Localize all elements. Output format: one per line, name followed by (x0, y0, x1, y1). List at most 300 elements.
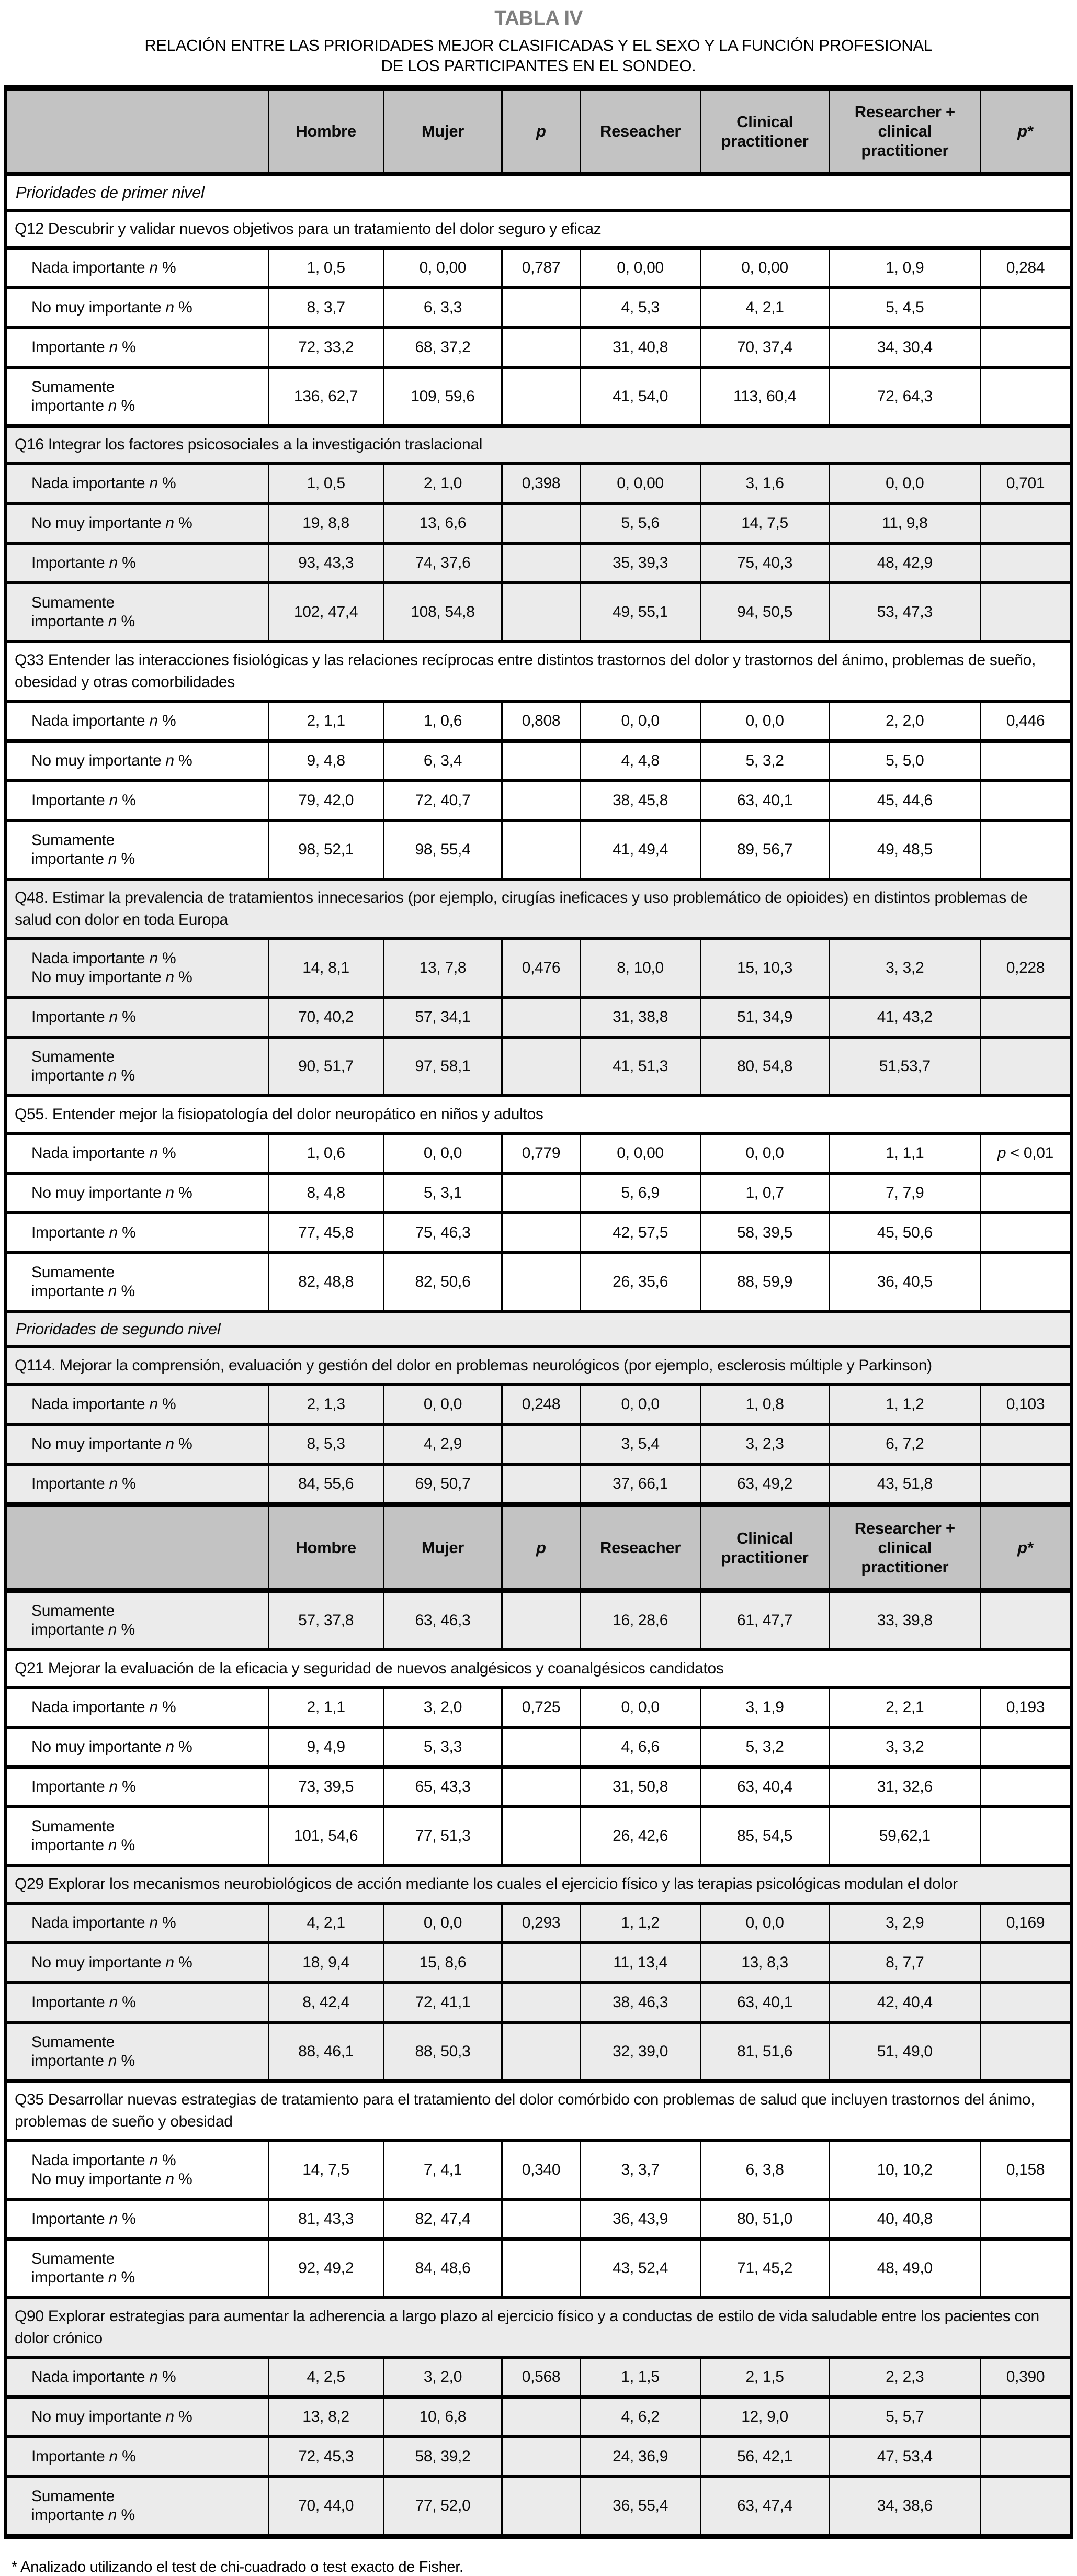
data-cell: 1, 0,5 (268, 464, 383, 503)
row-label: No muy importante n % (6, 2397, 268, 2437)
data-cell: 38, 45,8 (580, 781, 700, 820)
row-label: Importante n % (6, 2199, 268, 2239)
data-cell: 31, 38,8 (580, 997, 700, 1037)
data-cell: 4, 2,9 (383, 1424, 502, 1464)
row-label: Nada importante n % (6, 1688, 268, 1727)
data-cell: 31, 50,8 (580, 1767, 700, 1807)
row-label: Sumamente importante n % (6, 1253, 268, 1311)
data-cell: 38, 46,3 (580, 1983, 700, 2022)
data-cell: 70, 37,4 (700, 328, 829, 367)
data-cell: 63, 49,2 (700, 1464, 829, 1505)
table-row (6, 1173, 1071, 1213)
data-cell (502, 741, 580, 781)
data-cell: 89, 56,7 (700, 820, 829, 879)
data-cell: 0,340 (502, 2141, 580, 2199)
data-cell: 13, 7,8 (383, 939, 502, 997)
data-cell: 26, 35,6 (580, 1253, 700, 1311)
row-label: Importante n % (6, 1983, 268, 2022)
data-cell: 13, 6,6 (383, 503, 502, 543)
data-cell: 0, 0,0 (829, 464, 980, 503)
section-label: Prioridades de segundo nivel (6, 1311, 1071, 1347)
row-label: Sumamente importante n % (6, 367, 268, 426)
column-header: p (502, 1505, 580, 1591)
data-cell (981, 1464, 1072, 1505)
data-cell: 34, 30,4 (829, 328, 980, 367)
data-cell: 0,193 (981, 1688, 1072, 1727)
data-cell: 63, 40,4 (700, 1767, 829, 1807)
data-cell: 51,53,7 (829, 1037, 980, 1096)
data-cell: 57, 37,8 (268, 1591, 383, 1650)
data-cell: 1, 0,6 (383, 701, 502, 741)
data-cell: 6, 3,4 (383, 741, 502, 781)
row-label: Nada importante n % No muy importante n % (6, 939, 268, 997)
data-cell: 3, 2,0 (383, 2357, 502, 2397)
data-cell: 42, 40,4 (829, 1983, 980, 2022)
table-row (6, 2397, 1071, 2437)
data-cell: 1, 1,2 (580, 1903, 700, 1943)
data-cell: 81, 51,6 (700, 2022, 829, 2081)
question-row (6, 2081, 1071, 2141)
data-cell: 19, 8,8 (268, 503, 383, 543)
data-cell: 72, 64,3 (829, 367, 980, 426)
column-header: Reseacher (580, 88, 700, 174)
data-cell: 3, 2,9 (829, 1903, 980, 1943)
data-cell: 0, 0,0 (580, 1688, 700, 1727)
data-cell: 0,293 (502, 1903, 580, 1943)
data-cell: 4, 2,5 (268, 2357, 383, 2397)
data-cell: 88, 50,3 (383, 2022, 502, 2081)
data-cell: 10, 6,8 (383, 2397, 502, 2437)
data-cell: 45, 44,6 (829, 781, 980, 820)
data-cell: 33, 39,8 (829, 1591, 980, 1650)
footnote: * Analizado utilizando el test de chi-cuadrado o test exacto de Fisher. (12, 2559, 463, 2575)
question-row (6, 2298, 1071, 2357)
data-cell: 1, 0,9 (829, 248, 980, 288)
table-row (6, 543, 1071, 583)
table-row (6, 2357, 1071, 2397)
data-cell (981, 1943, 1072, 1983)
data-cell: 11, 9,8 (829, 503, 980, 543)
data-cell: 63, 40,1 (700, 1983, 829, 2022)
data-cell: 34, 38,6 (829, 2477, 980, 2536)
data-cell (981, 328, 1072, 367)
table-row (6, 741, 1071, 781)
data-cell: 5, 3,2 (700, 741, 829, 781)
section-label: Prioridades de primer nivel (6, 174, 1071, 211)
data-cell (981, 2477, 1072, 2536)
data-cell (981, 997, 1072, 1037)
data-cell (981, 2199, 1072, 2239)
row-label: No muy importante n % (6, 1173, 268, 1213)
table-row (6, 2239, 1071, 2298)
data-cell (981, 781, 1072, 820)
data-cell (981, 1591, 1072, 1650)
data-cell: 9, 4,9 (268, 1727, 383, 1767)
data-cell: 4, 6,6 (580, 1727, 700, 1767)
data-cell: 75, 46,3 (383, 1213, 502, 1253)
data-cell (981, 503, 1072, 543)
data-cell (502, 1173, 580, 1213)
data-cell: 56, 42,1 (700, 2437, 829, 2477)
row-label: Sumamente importante n % (6, 2022, 268, 2081)
data-cell (981, 1983, 1072, 2022)
data-cell: 80, 54,8 (700, 1037, 829, 1096)
data-cell: 0, 0,0 (580, 701, 700, 741)
data-cell: 15, 10,3 (700, 939, 829, 997)
data-cell: 109, 59,6 (383, 367, 502, 426)
data-cell: 2, 2,3 (829, 2357, 980, 2397)
data-cell: 5, 5,6 (580, 503, 700, 543)
tabla-iv (4, 85, 1073, 2539)
data-cell: 3, 2,0 (383, 1688, 502, 1727)
data-cell: 1, 0,8 (700, 1385, 829, 1424)
data-cell: 45, 50,6 (829, 1213, 980, 1253)
column-header: Clinical practitioner (700, 1505, 829, 1591)
data-cell: 72, 45,3 (268, 2437, 383, 2477)
row-label: Importante n % (6, 1213, 268, 1253)
data-cell: 75, 40,3 (700, 543, 829, 583)
column-header: p (502, 88, 580, 174)
data-cell: 13, 8,2 (268, 2397, 383, 2437)
column-header: p* (981, 88, 1072, 174)
table-row (6, 248, 1071, 288)
data-cell (981, 1253, 1072, 1311)
data-cell: 41, 54,0 (580, 367, 700, 426)
data-cell: 71, 45,2 (700, 2239, 829, 2298)
data-cell: 0,158 (981, 2141, 1072, 2199)
row-label: Sumamente importante n % (6, 583, 268, 642)
data-cell (502, 1037, 580, 1096)
data-cell: 108, 54,8 (383, 583, 502, 642)
data-cell (502, 997, 580, 1037)
data-cell: 81, 43,3 (268, 2199, 383, 2239)
data-cell (502, 2477, 580, 2536)
data-cell: 32, 39,0 (580, 2022, 700, 2081)
data-cell: 0,248 (502, 1385, 580, 1424)
data-cell: 72, 41,1 (383, 1983, 502, 2022)
data-cell (502, 1807, 580, 1865)
data-cell (981, 367, 1072, 426)
data-cell (981, 583, 1072, 642)
data-cell: 14, 8,1 (268, 939, 383, 997)
table-row (6, 464, 1071, 503)
data-cell: 14, 7,5 (268, 2141, 383, 2199)
data-cell (502, 1943, 580, 1983)
data-cell (502, 781, 580, 820)
data-cell: 85, 54,5 (700, 1807, 829, 1865)
table-row (6, 288, 1071, 328)
data-cell: 10, 10,2 (829, 2141, 980, 2199)
row-label: Importante n % (6, 997, 268, 1037)
data-cell (502, 2239, 580, 2298)
data-cell: 36, 55,4 (580, 2477, 700, 2536)
data-cell: 7, 4,1 (383, 2141, 502, 2199)
data-cell: 43, 51,8 (829, 1464, 980, 1505)
data-cell: 8, 3,7 (268, 288, 383, 328)
table-row (6, 1767, 1071, 1807)
data-cell: 98, 55,4 (383, 820, 502, 879)
table-row (6, 1943, 1071, 1983)
data-cell: 0,701 (981, 464, 1072, 503)
data-cell: 94, 50,5 (700, 583, 829, 642)
data-cell: 6, 3,8 (700, 2141, 829, 2199)
data-cell (502, 543, 580, 583)
data-cell: 4, 2,1 (268, 1903, 383, 1943)
row-label: Importante n % (6, 1464, 268, 1505)
data-cell: 5, 3,3 (383, 1727, 502, 1767)
data-cell: 101, 54,6 (268, 1807, 383, 1865)
table-row (6, 2141, 1071, 2199)
data-cell: 136, 62,7 (268, 367, 383, 426)
table-row (6, 367, 1071, 426)
data-cell: 6, 3,3 (383, 288, 502, 328)
data-cell: 48, 42,9 (829, 543, 980, 583)
data-cell: 0, 0,0 (580, 1385, 700, 1424)
table-row (6, 1464, 1071, 1505)
data-cell: 82, 47,4 (383, 2199, 502, 2239)
data-cell: 5, 5,0 (829, 741, 980, 781)
data-cell: 2, 1,3 (268, 1385, 383, 1424)
data-cell: 57, 34,1 (383, 997, 502, 1037)
data-cell: 8, 5,3 (268, 1424, 383, 1464)
table-row (6, 1807, 1071, 1865)
header-empty-cell (6, 1505, 268, 1591)
row-label: No muy importante n % (6, 1943, 268, 1983)
table-row (6, 820, 1071, 879)
data-cell: 1, 0,6 (268, 1133, 383, 1173)
data-cell: 0,808 (502, 701, 580, 741)
table-row (6, 503, 1071, 543)
data-cell (981, 2239, 1072, 2298)
data-cell: 84, 55,6 (268, 1464, 383, 1505)
table-row (6, 2437, 1071, 2477)
data-cell: 3, 5,4 (580, 1424, 700, 1464)
row-label: Sumamente importante n % (6, 1037, 268, 1096)
data-cell (502, 288, 580, 328)
data-cell: 79, 42,0 (268, 781, 383, 820)
column-header: Clinical practitioner (700, 88, 829, 174)
question-label: Q55. Entender mejor la fisiopatología del dolor neuropático en niños y adultos (6, 1096, 1071, 1133)
data-cell: 0, 0,00 (700, 248, 829, 288)
data-cell (502, 1727, 580, 1767)
row-label: No muy importante n % (6, 288, 268, 328)
table-row (6, 1903, 1071, 1943)
data-cell: 72, 40,7 (383, 781, 502, 820)
data-cell: 92, 49,2 (268, 2239, 383, 2298)
data-cell: 41, 51,3 (580, 1037, 700, 1096)
data-cell: 13, 8,3 (700, 1943, 829, 1983)
data-cell: 5, 6,9 (580, 1173, 700, 1213)
question-row (6, 1650, 1071, 1688)
column-header: Hombre (268, 88, 383, 174)
row-label: Sumamente importante n % (6, 1591, 268, 1650)
data-cell (502, 367, 580, 426)
data-cell (502, 1213, 580, 1253)
row-label: Importante n % (6, 328, 268, 367)
question-label: Q12 Descubrir y validar nuevos objetivos para un tratamiento del dolor seguro y eficaz (6, 210, 1071, 248)
data-cell: 2, 1,5 (700, 2357, 829, 2397)
data-cell: 1, 0,5 (268, 248, 383, 288)
table-row (6, 583, 1071, 642)
question-row (6, 426, 1071, 464)
data-cell: 0,284 (981, 248, 1072, 288)
data-cell: 8, 10,0 (580, 939, 700, 997)
data-cell: 2, 2,0 (829, 701, 980, 741)
page-subtitle (4, 35, 1073, 76)
table-row (6, 1688, 1071, 1727)
data-cell: 73, 39,5 (268, 1767, 383, 1807)
data-cell: 18, 9,4 (268, 1943, 383, 1983)
data-cell: 0,228 (981, 939, 1072, 997)
data-cell: 0,103 (981, 1385, 1072, 1424)
row-label: Sumamente importante n % (6, 1807, 268, 1865)
data-cell: 63, 47,4 (700, 2477, 829, 2536)
data-cell: 36, 40,5 (829, 1253, 980, 1311)
data-cell: 8, 7,7 (829, 1943, 980, 1983)
data-cell: 0, 0,00 (580, 464, 700, 503)
data-cell: 0, 0,00 (580, 1133, 700, 1173)
table-row (6, 939, 1071, 997)
data-cell: 4, 6,2 (580, 2397, 700, 2437)
data-cell (502, 1767, 580, 1807)
data-cell (981, 741, 1072, 781)
table-row (6, 1133, 1071, 1173)
data-cell: 0,725 (502, 1688, 580, 1727)
data-cell (502, 503, 580, 543)
data-cell: 8, 42,4 (268, 1983, 383, 2022)
data-cell: 82, 48,8 (268, 1253, 383, 1311)
row-label: Nada importante n % (6, 1133, 268, 1173)
question-row (6, 1096, 1071, 1133)
data-cell: 0,476 (502, 939, 580, 997)
section-row (6, 174, 1071, 211)
data-cell: 12, 9,0 (700, 2397, 829, 2437)
data-cell: 3, 3,7 (580, 2141, 700, 2199)
data-cell: 2, 2,1 (829, 1688, 980, 1727)
data-cell (981, 1037, 1072, 1096)
page-subtitle-line2: DE LOS PARTICIPANTES EN EL SONDEO. (381, 57, 696, 75)
data-cell: 77, 45,8 (268, 1213, 383, 1253)
row-label: Importante n % (6, 1767, 268, 1807)
section-row (6, 1311, 1071, 1347)
data-cell: 0,446 (981, 701, 1072, 741)
question-label: Q33 Entender las interacciones fisiológicas y las relaciones recíprocas entre distintos trastornos del dolor y trastornos del ánimo, problemas de sueño, obesidad y otras comorbilidades (6, 642, 1071, 701)
data-cell: 68, 37,2 (383, 328, 502, 367)
column-header: Mujer (383, 88, 502, 174)
data-cell: p < 0,01 (981, 1133, 1072, 1173)
question-row (6, 642, 1071, 701)
row-label: No muy importante n % (6, 1727, 268, 1767)
data-cell: 31, 32,6 (829, 1767, 980, 1807)
row-label: Nada importante n % (6, 248, 268, 288)
data-cell: 41, 43,2 (829, 997, 980, 1037)
column-header: Reseacher (580, 1505, 700, 1591)
data-cell: 72, 33,2 (268, 328, 383, 367)
column-header: Hombre (268, 1505, 383, 1591)
data-cell: 0,169 (981, 1903, 1072, 1943)
data-cell: 5, 4,5 (829, 288, 980, 328)
data-cell: 0, 0,0 (383, 1903, 502, 1943)
data-cell: 24, 36,9 (580, 2437, 700, 2477)
page-subtitle-line1: RELACIÓN ENTRE LAS PRIORIDADES MEJOR CLASIFICADAS Y EL SEXO Y LA FUNCIÓN PROFESIONAL (144, 36, 933, 54)
data-cell (502, 583, 580, 642)
data-cell: 5, 3,1 (383, 1173, 502, 1213)
data-cell: 0,779 (502, 1133, 580, 1173)
data-cell: 1, 1,5 (580, 2357, 700, 2397)
data-cell: 47, 53,4 (829, 2437, 980, 2477)
header-empty-cell (6, 88, 268, 174)
row-label: Sumamente importante n % (6, 820, 268, 879)
question-label: Q35 Desarrollar nuevas estrategias de tratamiento para el tratamiento del dolor comórbido con problemas de salud que incluyen trastornos del ánimo, problemas de sueño y obesidad (6, 2081, 1071, 2141)
data-cell: 77, 52,0 (383, 2477, 502, 2536)
data-cell: 0,787 (502, 248, 580, 288)
row-label: No muy importante n % (6, 1424, 268, 1464)
data-cell: 9, 4,8 (268, 741, 383, 781)
row-label: Importante n % (6, 543, 268, 583)
data-cell: 26, 42,6 (580, 1807, 700, 1865)
data-cell: 4, 2,1 (700, 288, 829, 328)
row-label: Nada importante n % (6, 1903, 268, 1943)
data-cell (502, 328, 580, 367)
data-cell: 1, 1,2 (829, 1385, 980, 1424)
data-cell: 58, 39,5 (700, 1213, 829, 1253)
data-cell: 8, 4,8 (268, 1173, 383, 1213)
data-cell (502, 1464, 580, 1505)
table-row (6, 2199, 1071, 2239)
data-cell (981, 2437, 1072, 2477)
data-cell: 3, 3,2 (829, 1727, 980, 1767)
question-label: Q16 Integrar los factores psicosociales a la investigación traslacional (6, 426, 1071, 464)
data-cell (502, 2397, 580, 2437)
data-cell: 36, 43,9 (580, 2199, 700, 2239)
data-cell (981, 2397, 1072, 2437)
data-cell: 0,568 (502, 2357, 580, 2397)
data-cell: 0, 0,0 (700, 1903, 829, 1943)
data-cell: 31, 40,8 (580, 328, 700, 367)
row-label: No muy importante n % (6, 503, 268, 543)
data-cell: 49, 48,5 (829, 820, 980, 879)
data-cell: 16, 28,6 (580, 1591, 700, 1650)
column-header: Researcher + clinical practitioner (829, 88, 980, 174)
data-cell: 0, 0,0 (383, 1133, 502, 1173)
data-cell: 4, 5,3 (580, 288, 700, 328)
data-cell: 0, 0,00 (580, 248, 700, 288)
data-cell: 93, 43,3 (268, 543, 383, 583)
data-cell: 41, 49,4 (580, 820, 700, 879)
data-cell: 102, 47,4 (268, 583, 383, 642)
row-label: Sumamente importante n % (6, 2239, 268, 2298)
data-cell: 90, 51,7 (268, 1037, 383, 1096)
data-cell: 65, 43,3 (383, 1767, 502, 1807)
row-label: Nada importante n % (6, 701, 268, 741)
data-cell: 0, 0,0 (700, 1133, 829, 1173)
data-cell: 98, 52,1 (268, 820, 383, 879)
table-row (6, 781, 1071, 820)
data-cell: 51, 49,0 (829, 2022, 980, 2081)
table-row (6, 328, 1071, 367)
question-row (6, 879, 1071, 939)
data-cell: 59,62,1 (829, 1807, 980, 1865)
data-cell (981, 1727, 1072, 1767)
data-cell (981, 2022, 1072, 2081)
table-row (6, 2022, 1071, 2081)
table-row (6, 1037, 1071, 1096)
row-label: Importante n % (6, 2437, 268, 2477)
row-label: Nada importante n % No muy importante n % (6, 2141, 268, 2199)
data-cell: 97, 58,1 (383, 1037, 502, 1096)
data-cell: 70, 44,0 (268, 2477, 383, 2536)
data-cell: 3, 1,6 (700, 464, 829, 503)
